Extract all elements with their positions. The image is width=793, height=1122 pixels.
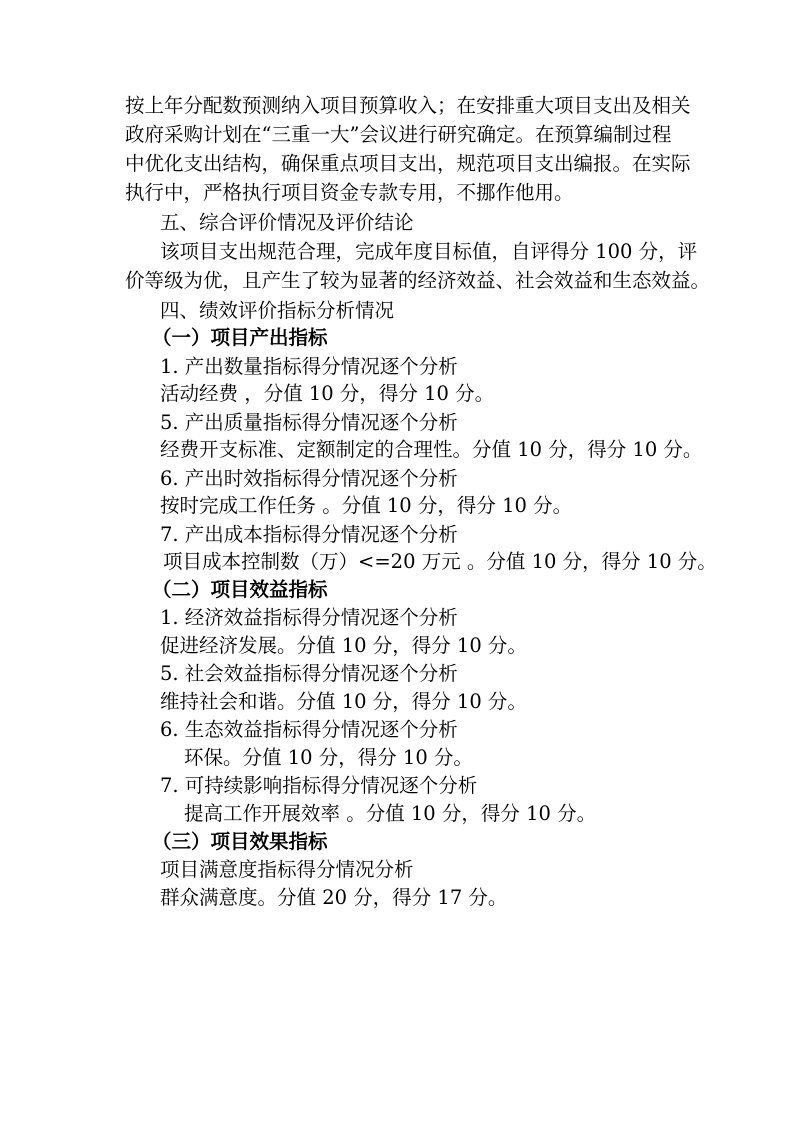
paragraph-line: 中优化支出结构，确保重点项目支出，规范项目支出编报。在实际 xyxy=(125,152,691,175)
item-heading: 项目满意度指标得分情况分析 xyxy=(160,858,414,881)
paragraph-line: 执行中，严格执行项目资金专款专用，不挪作他用。 xyxy=(125,181,574,204)
item-detail: 经费开支标准、定额制定的合理性。分值 10 分，得分 10 分。 xyxy=(160,438,703,461)
item-heading: 5. 社会效益指标得分情况逐个分析 xyxy=(160,662,458,685)
subsection-heading: （一）项目产出指标 xyxy=(152,326,328,349)
item-detail: 提高工作开展效率 。分值 10 分，得分 10 分。 xyxy=(184,802,597,825)
subsection-heading: （二）项目效益指标 xyxy=(152,578,328,601)
item-heading: 6. 产出时效指标得分情况逐个分析 xyxy=(160,467,458,490)
item-heading: 5. 产出质量指标得分情况逐个分析 xyxy=(160,411,458,434)
item-detail: 活动经费 ，分值 10 分，得分 10 分。 xyxy=(160,382,495,405)
paragraph-line: 该项目支出规范合理，完成年度目标值，自评得分 100 分，评 xyxy=(160,240,698,263)
item-detail: 促进经济发展。分值 10 分，得分 10 分。 xyxy=(160,634,527,657)
item-detail: 项目成本控制数（万）<=20 万元 。分值 10 分，得分 10 分。 xyxy=(163,550,717,573)
item-heading: 6. 生态效益指标得分情况逐个分析 xyxy=(160,718,458,741)
paragraph-line: 价等级为优，且产生了较为显著的经济效益、社会效益和生态效益。 xyxy=(125,269,711,292)
item-detail: 维持社会和谐。分值 10 分，得分 10 分。 xyxy=(160,690,527,713)
section-heading: 五、综合评价情况及评价结论 xyxy=(160,211,414,234)
section-heading: 四、绩效评价指标分析情况 xyxy=(160,299,395,322)
subsection-heading: （三）项目效果指标 xyxy=(152,830,328,853)
item-heading: 1. 经济效益指标得分情况逐个分析 xyxy=(160,606,458,629)
paragraph-line: 按上年分配数预测纳入项目预算收入；在安排重大项目支出及相关 xyxy=(125,94,691,117)
paragraph-line: 政府采购计划在“三重一大”会议进行研究确定。在预算编制过程 xyxy=(125,123,672,146)
item-heading: 1. 产出数量指标得分情况逐个分析 xyxy=(160,355,458,378)
item-detail: 群众满意度。分值 20 分，得分 17 分。 xyxy=(160,886,508,909)
item-detail: 按时完成工作任务 。分值 10 分，得分 10 分。 xyxy=(160,494,573,517)
item-detail: 环保。分值 10 分，得分 10 分。 xyxy=(184,746,473,769)
item-heading: 7. 可持续影响指标得分情况逐个分析 xyxy=(160,774,478,797)
item-heading: 7. 产出成本指标得分情况逐个分析 xyxy=(160,523,458,546)
